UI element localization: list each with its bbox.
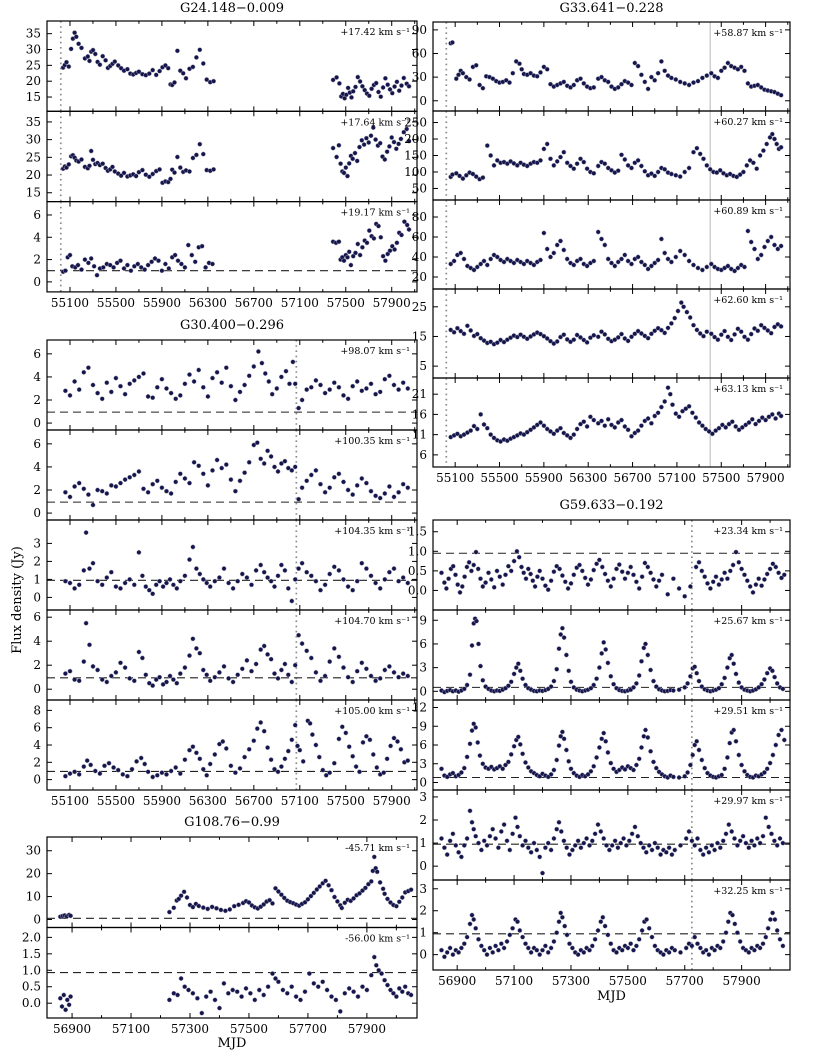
x-tick-label: 57900 (722, 974, 761, 988)
x-tick-label: 55100 (436, 471, 475, 485)
panel-G24.148−0.009-2 (33, 202, 417, 292)
velocity-label: +63.13 km s⁻¹ (713, 384, 783, 395)
velocity-label: +29.97 km s⁻¹ (713, 796, 783, 807)
panel-G59.633−0.192-0 (408, 520, 790, 610)
y-tick-label: 2 (33, 393, 41, 407)
x-tick-label: 57900 (347, 1022, 386, 1036)
x-axis-label-g108: MJD (217, 1036, 247, 1051)
scatter-points (439, 809, 785, 876)
scatter-points (449, 229, 784, 273)
velocity-label: +17.64 km s⁻¹ (340, 117, 410, 129)
y-tick-label: 1 (419, 925, 427, 940)
y-tick-label: 21 (411, 387, 427, 402)
y-tick-label: 1 (419, 836, 427, 851)
velocity-label: +100.35 km s⁻¹ (334, 436, 410, 447)
y-tick-label: 6 (33, 610, 41, 625)
y-tick-label: 9 (419, 719, 427, 734)
y-tick-label: 1.0 (21, 963, 41, 978)
source-title-g33: G33.641−0.228 (559, 1, 664, 16)
scatter-points (63, 719, 410, 780)
y-tick-label: 15 (25, 90, 41, 105)
y-tick-label: 30 (411, 70, 427, 85)
y-tick-label: 15 (25, 185, 41, 200)
x-tick-label: 56700 (613, 471, 652, 485)
y-tick-label: 25 (411, 299, 427, 314)
y-tick-label: 1 (33, 572, 41, 587)
y-tick-label: 100 (404, 164, 427, 179)
y-tick-label: 6 (33, 720, 41, 735)
scatter-points (61, 125, 411, 185)
y-tick-label: 150 (404, 148, 427, 163)
panel-G30.400−0.296-0 (33, 340, 417, 430)
x-tick-label: 57500 (608, 974, 647, 988)
y-tick-label: 2 (419, 903, 427, 918)
y-tick-label: 4 (33, 459, 41, 474)
y-tick-label: 60 (411, 230, 427, 244)
x-tick-label: 55100 (50, 794, 90, 808)
y-tick-label: 12 (411, 700, 427, 715)
y-tick-label: 3 (419, 756, 427, 771)
x-axis-label-g59: MJD (597, 989, 626, 1004)
y-tick-label: 40 (411, 250, 427, 264)
x-tick-label: 55500 (96, 794, 136, 808)
x-tick-label: 57700 (288, 1022, 328, 1036)
y-tick-label: 30 (25, 42, 41, 57)
y-tick-label: 90 (411, 22, 427, 37)
y-tick-label: 6 (33, 207, 41, 222)
y-tick-label: 0 (419, 93, 427, 108)
velocity-label: +105.00 km s⁻¹ (334, 706, 410, 717)
x-tick-label: 57100 (111, 1022, 151, 1036)
y-tick-label: 250 (404, 115, 427, 130)
x-tick-label: 55900 (142, 295, 182, 310)
y-tick-label: 30 (25, 132, 41, 147)
y-tick-label: 20 (411, 270, 427, 284)
y-tick-label: 6 (419, 738, 427, 752)
y-tick-label: 35 (25, 26, 41, 41)
velocity-label: -56.00 km s⁻¹ (345, 933, 410, 945)
velocity-label: +60.89 km s⁻¹ (713, 206, 783, 217)
y-tick-label: 60 (411, 46, 427, 61)
y-tick-label: 15 (411, 329, 427, 344)
y-tick-label: 3 (419, 660, 427, 675)
panel-G30.400−0.296-1 (33, 430, 417, 520)
panel-G33.641−0.228-2 (412, 200, 790, 289)
y-tick-label: 2 (33, 252, 41, 267)
source-title-g24: G24.148−0.009 (180, 1, 284, 16)
scatter-points (449, 40, 784, 97)
y-tick-label: 3 (419, 881, 427, 896)
y-tick-label: 0 (419, 684, 427, 699)
y-tick-label: 0.0 (21, 996, 41, 1011)
panel-G33.641−0.228-1 (404, 111, 790, 200)
scatter-points (61, 220, 411, 278)
y-tick-label: 2.0 (21, 930, 41, 945)
y-tick-label: 1.0 (407, 544, 427, 559)
y-tick-label: 2 (33, 483, 41, 497)
scatter-points (58, 955, 413, 1015)
y-tick-label: 4 (33, 230, 41, 245)
scatter-points (58, 855, 413, 919)
y-tick-label: 6 (419, 636, 427, 651)
y-tick-label: 1.5 (407, 524, 427, 539)
y-tick-label: 50 (411, 181, 427, 196)
y-tick-label: 35 (25, 114, 41, 129)
velocity-label: +32.25 km s⁻¹ (713, 886, 783, 897)
y-tick-label: 4 (33, 634, 41, 649)
y-tick-label: 6 (33, 346, 41, 361)
y-tick-label: 30 (25, 843, 41, 858)
panel-G30.400−0.296-4 (33, 700, 417, 790)
y-tick-label: 25 (25, 58, 41, 73)
y-tick-label: 0 (33, 416, 41, 431)
y-tick-label: 20 (25, 866, 41, 881)
y-tick-label: 0 (33, 772, 41, 787)
scatter-points (439, 911, 785, 959)
x-tick-label: 57700 (665, 974, 704, 988)
x-tick-label: 55100 (50, 295, 90, 310)
y-tick-label: 2 (33, 658, 41, 673)
velocity-label: +60.27 km s⁻¹ (713, 117, 783, 128)
x-tick-label: 55900 (142, 794, 182, 808)
x-tick-label: 56300 (188, 295, 227, 310)
velocity-label: +17.42 km s⁻¹ (340, 27, 410, 38)
y-tick-label: 8 (33, 703, 41, 718)
y-tick-label: 2 (33, 755, 41, 770)
y-tick-label: 5 (419, 359, 427, 374)
x-tick-label: 57900 (372, 295, 411, 310)
x-tick-label: 55500 (480, 471, 519, 485)
x-tick-label: 56300 (569, 471, 608, 485)
x-tick-label: 57100 (657, 471, 697, 485)
velocity-label: +23.34 km s⁻¹ (713, 526, 783, 537)
source-title-g30: G30.400−0.296 (180, 318, 284, 333)
velocity-label: -45.71 km s⁻¹ (345, 843, 410, 854)
y-tick-label: 0 (419, 947, 427, 962)
scatter-points (439, 549, 786, 598)
y-tick-label: 6 (419, 447, 427, 462)
x-tick-label: 57500 (326, 794, 365, 808)
panel-G24.148−0.009-1 (26, 111, 417, 201)
y-tick-label: 80 (411, 210, 427, 224)
panel-G33.641−0.228-3 (412, 289, 790, 378)
y-tick-label: 0 (33, 682, 41, 697)
y-tick-label: 3 (33, 536, 41, 551)
velocity-label: +104.35 km s⁻¹ (334, 526, 410, 537)
x-tick-label: 57500 (229, 1022, 269, 1036)
velocity-label: +104.70 km s⁻¹ (334, 616, 410, 627)
x-tick-label: 57900 (372, 794, 411, 808)
velocity-label: +25.67 km s⁻¹ (713, 616, 783, 627)
y-tick-label: 4 (33, 738, 41, 752)
panel-G30.400−0.296-3 (33, 610, 417, 700)
velocity-label: +19.17 km s⁻¹ (340, 207, 410, 219)
scatter-points (63, 349, 410, 410)
scatter-points (439, 722, 786, 780)
x-tick-label: 56300 (188, 794, 227, 808)
panel-G59.633−0.192-3 (419, 790, 790, 880)
x-tick-label: 57100 (280, 794, 319, 808)
y-tick-label: 6 (33, 436, 41, 451)
y-tick-label: 16 (411, 407, 427, 422)
panel-G59.633−0.192-1 (419, 610, 790, 700)
y-tick-label: 0 (419, 859, 427, 874)
y-tick-label: 200 (404, 132, 427, 147)
x-tick-label: 57900 (746, 471, 785, 485)
x-tick-label: 56900 (52, 1022, 92, 1036)
x-tick-label: 56700 (234, 295, 273, 310)
x-tick-label: 57100 (494, 974, 534, 988)
x-tick-label: 57500 (326, 295, 365, 310)
y-tick-label: 0 (33, 506, 41, 521)
x-tick-label: 56700 (234, 794, 273, 808)
y-tick-label: 9 (419, 613, 427, 628)
y-tick-label: 2 (419, 813, 427, 827)
y-tick-label: 0.5 (407, 563, 427, 578)
x-tick-label: 57300 (551, 974, 591, 988)
x-tick-label: 57500 (702, 471, 741, 485)
x-tick-label: 56900 (438, 974, 477, 988)
x-tick-label: 57300 (170, 1022, 210, 1036)
panel-G59.633−0.192-2 (412, 700, 790, 790)
x-tick-label: 55900 (524, 471, 563, 485)
panel-G59.633−0.192-4 (419, 880, 790, 970)
y-tick-label: 25 (25, 150, 41, 165)
y-tick-label: 4 (33, 369, 41, 384)
panel-G33.641−0.228-0 (412, 22, 790, 111)
source-title-g59: G59.633−0.192 (559, 498, 664, 513)
x-tick-label: 57100 (280, 295, 319, 310)
y-tick-label: 20 (25, 74, 41, 89)
source-title-g108: G108.76−0.99 (184, 815, 280, 830)
y-tick-label: 0 (419, 775, 427, 790)
panel-G108.76−0.99-1 (22, 928, 417, 1019)
velocity-label: +58.87 km s⁻¹ (713, 28, 783, 39)
panel-G33.641−0.228-4 (412, 378, 790, 467)
panel-G30.400−0.296-2 (33, 520, 417, 610)
y-tick-label: 3 (419, 789, 427, 804)
y-tick-label: 11 (411, 427, 427, 442)
y-tick-label: 0 (33, 912, 41, 927)
y-tick-label: 0.0 (407, 583, 427, 598)
scatter-points (61, 31, 411, 101)
y-tick-label: 2 (33, 554, 41, 569)
velocity-label: +98.07 km s⁻¹ (340, 346, 410, 357)
y-tick-label: 10 (25, 889, 41, 904)
y-tick-label: 0 (33, 590, 41, 605)
panel-G24.148−0.009-0 (26, 21, 417, 111)
x-tick-label: 55500 (96, 295, 136, 310)
scatter-points (63, 530, 410, 603)
velocity-label: +62.60 km s⁻¹ (713, 295, 783, 306)
scatter-points (63, 441, 410, 508)
scatter-points (439, 617, 785, 695)
scatter-points (449, 300, 784, 346)
y-tick-label: 0 (33, 274, 41, 289)
scatter-points (449, 132, 784, 181)
y-tick-label: 20 (25, 168, 41, 183)
y-tick-label: 0.5 (21, 979, 41, 994)
y-tick-label: 1.5 (21, 946, 41, 961)
panel-G108.76−0.99-0 (26, 837, 417, 928)
y-axis-label: Flux density (Jy) (10, 546, 25, 654)
velocity-label: +29.51 km s⁻¹ (713, 706, 783, 717)
